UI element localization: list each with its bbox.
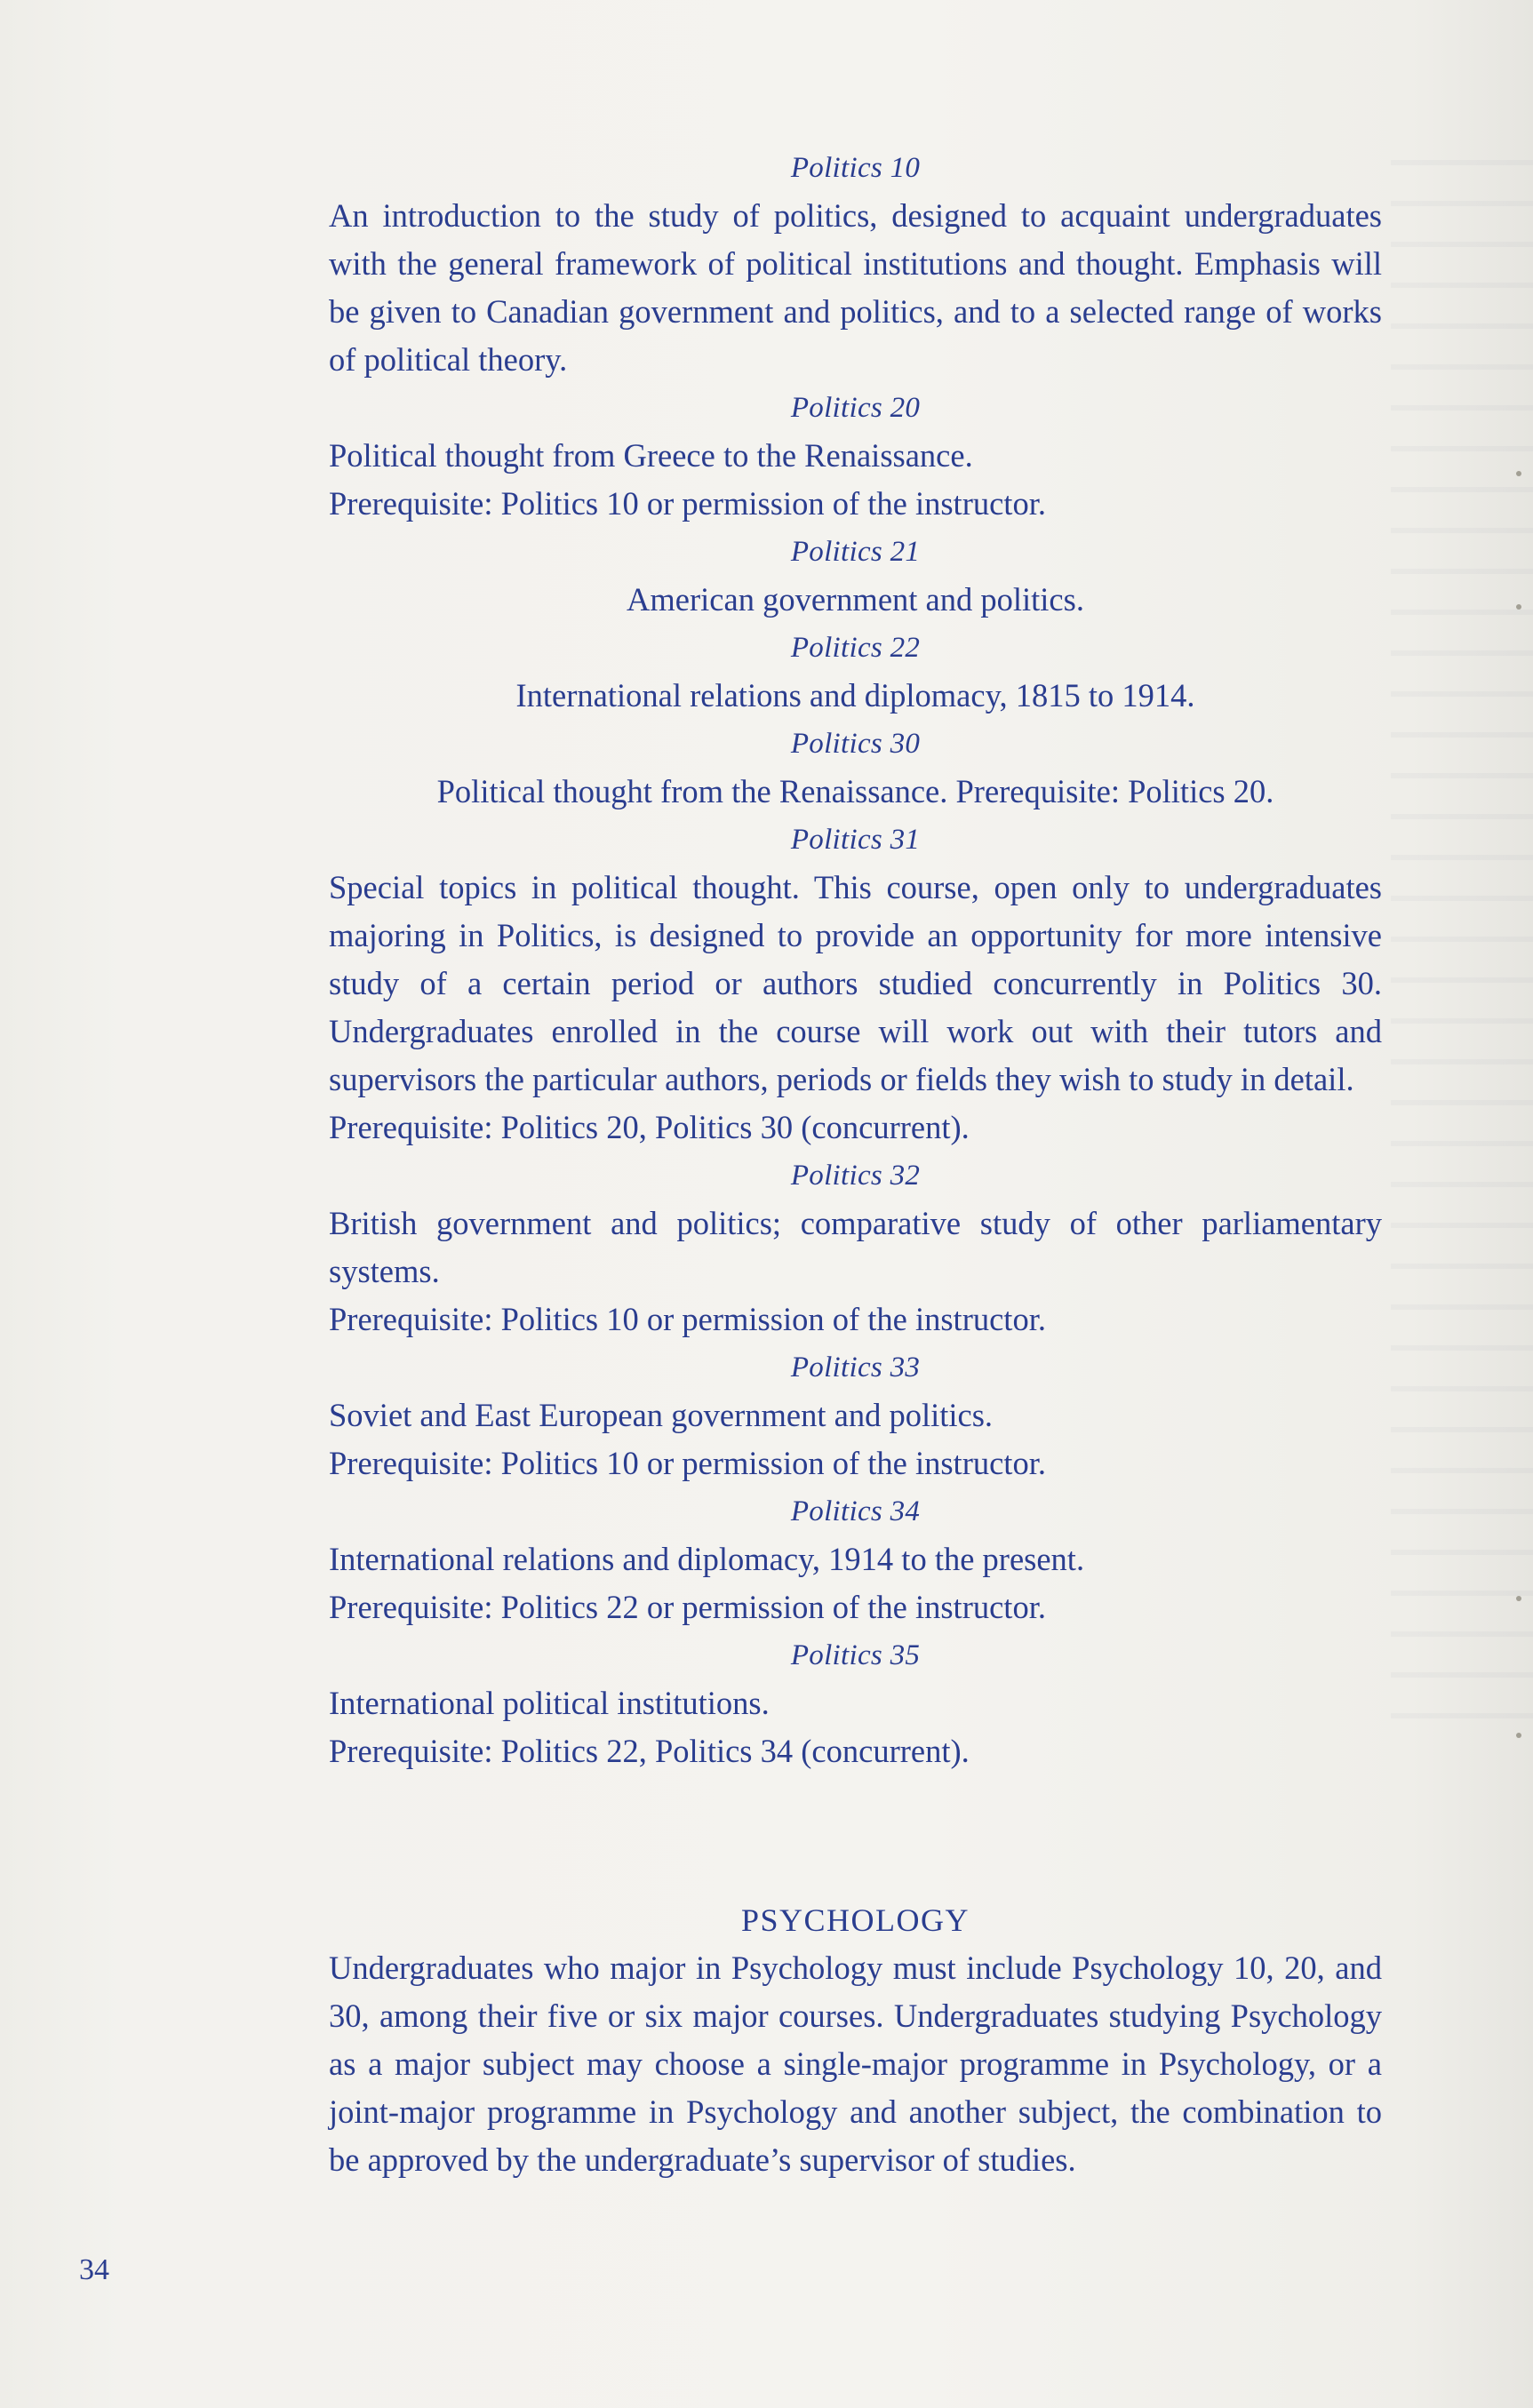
course-title: Politics 34 xyxy=(790,1495,921,1527)
course-description: International relations and diplomacy, 1914 to the present. xyxy=(329,1541,1085,1577)
paper-speck xyxy=(1516,1596,1521,1601)
course-prerequisite: Prerequisite: Politics 22, Politics 34 (concurrent). xyxy=(329,1733,970,1769)
paper-speck xyxy=(1516,1733,1521,1738)
course-title: Politics 35 xyxy=(790,1639,921,1671)
course-description: Soviet and East European government and politics. xyxy=(329,1397,994,1433)
course-description: American government and politics. xyxy=(627,581,1084,618)
course-title: Politics 10 xyxy=(790,152,921,184)
course-prerequisite: Prerequisite: Politics 10 or permission of the instructor. xyxy=(329,1445,1046,1481)
course-description: Political thought from the Renaissance. Prerequisite: Politics 20. xyxy=(436,773,1274,809)
course-description: Special topics in political thought. This course, open only to undergraduates majoring in Politics, is designed to provide an opportunity for more intensive study of a certain period or authors studied concurrently in Politics 30. Undergraduates enrolled in the course will work out with their tutors and supervisors the particular authors, periods or fields they wish to study in detail. xyxy=(329,869,1382,1097)
course-description: International relations and diplomacy, 1815 to 1914. xyxy=(515,677,1195,714)
course-description: An introduction to the study of politics, designed to acquaint undergraduates with the general framework of political institutions and thought. Emphasis will be given to Canadian government and politics, and to a selected range of works of political theory. xyxy=(329,197,1382,378)
course-title: Politics 20 xyxy=(790,392,921,424)
course-description: Political thought from Greece to the Renaissance. xyxy=(329,437,973,474)
course-title: Politics 32 xyxy=(790,1160,921,1192)
course-prerequisite: Prerequisite: Politics 10 or permission of the instructor. xyxy=(329,1301,1046,1337)
course-title: Politics 30 xyxy=(790,728,921,760)
section-heading: PSYCHOLOGY xyxy=(740,1902,970,1938)
course-title: Politics 31 xyxy=(790,824,921,856)
course-description: British government and politics; comparative study of other parliamentary systems. xyxy=(329,1205,1382,1289)
text-column xyxy=(329,144,1382,2184)
paper-speck xyxy=(1516,471,1521,476)
course-prerequisite: Prerequisite: Politics 20, Politics 30 (concurrent). xyxy=(329,1109,970,1145)
course-title: Politics 22 xyxy=(790,632,921,664)
course-title: Politics 21 xyxy=(790,536,921,568)
show-through-text xyxy=(1391,124,1533,1724)
page-number: 34 xyxy=(79,2253,109,2286)
course-description: International political institutions. xyxy=(329,1685,770,1721)
course-title: Politics 33 xyxy=(790,1352,921,1383)
section-body: Undergraduates who major in Psychology must include Psychology 10, 20, and 30, among their five or six major courses. Undergraduates studying Psychology as a major subject may choose a single-major programme in Psychology, or a joint-major programme in Psychology and another subject, the combination to be approved by the undergraduate’s supervisor of studies. xyxy=(329,1950,1382,2178)
paper-speck xyxy=(1516,604,1521,610)
course-prerequisite: Prerequisite: Politics 22 or permission of the instructor. xyxy=(329,1589,1046,1625)
course-prerequisite: Prerequisite: Politics 10 or permission of the instructor. xyxy=(329,485,1046,522)
